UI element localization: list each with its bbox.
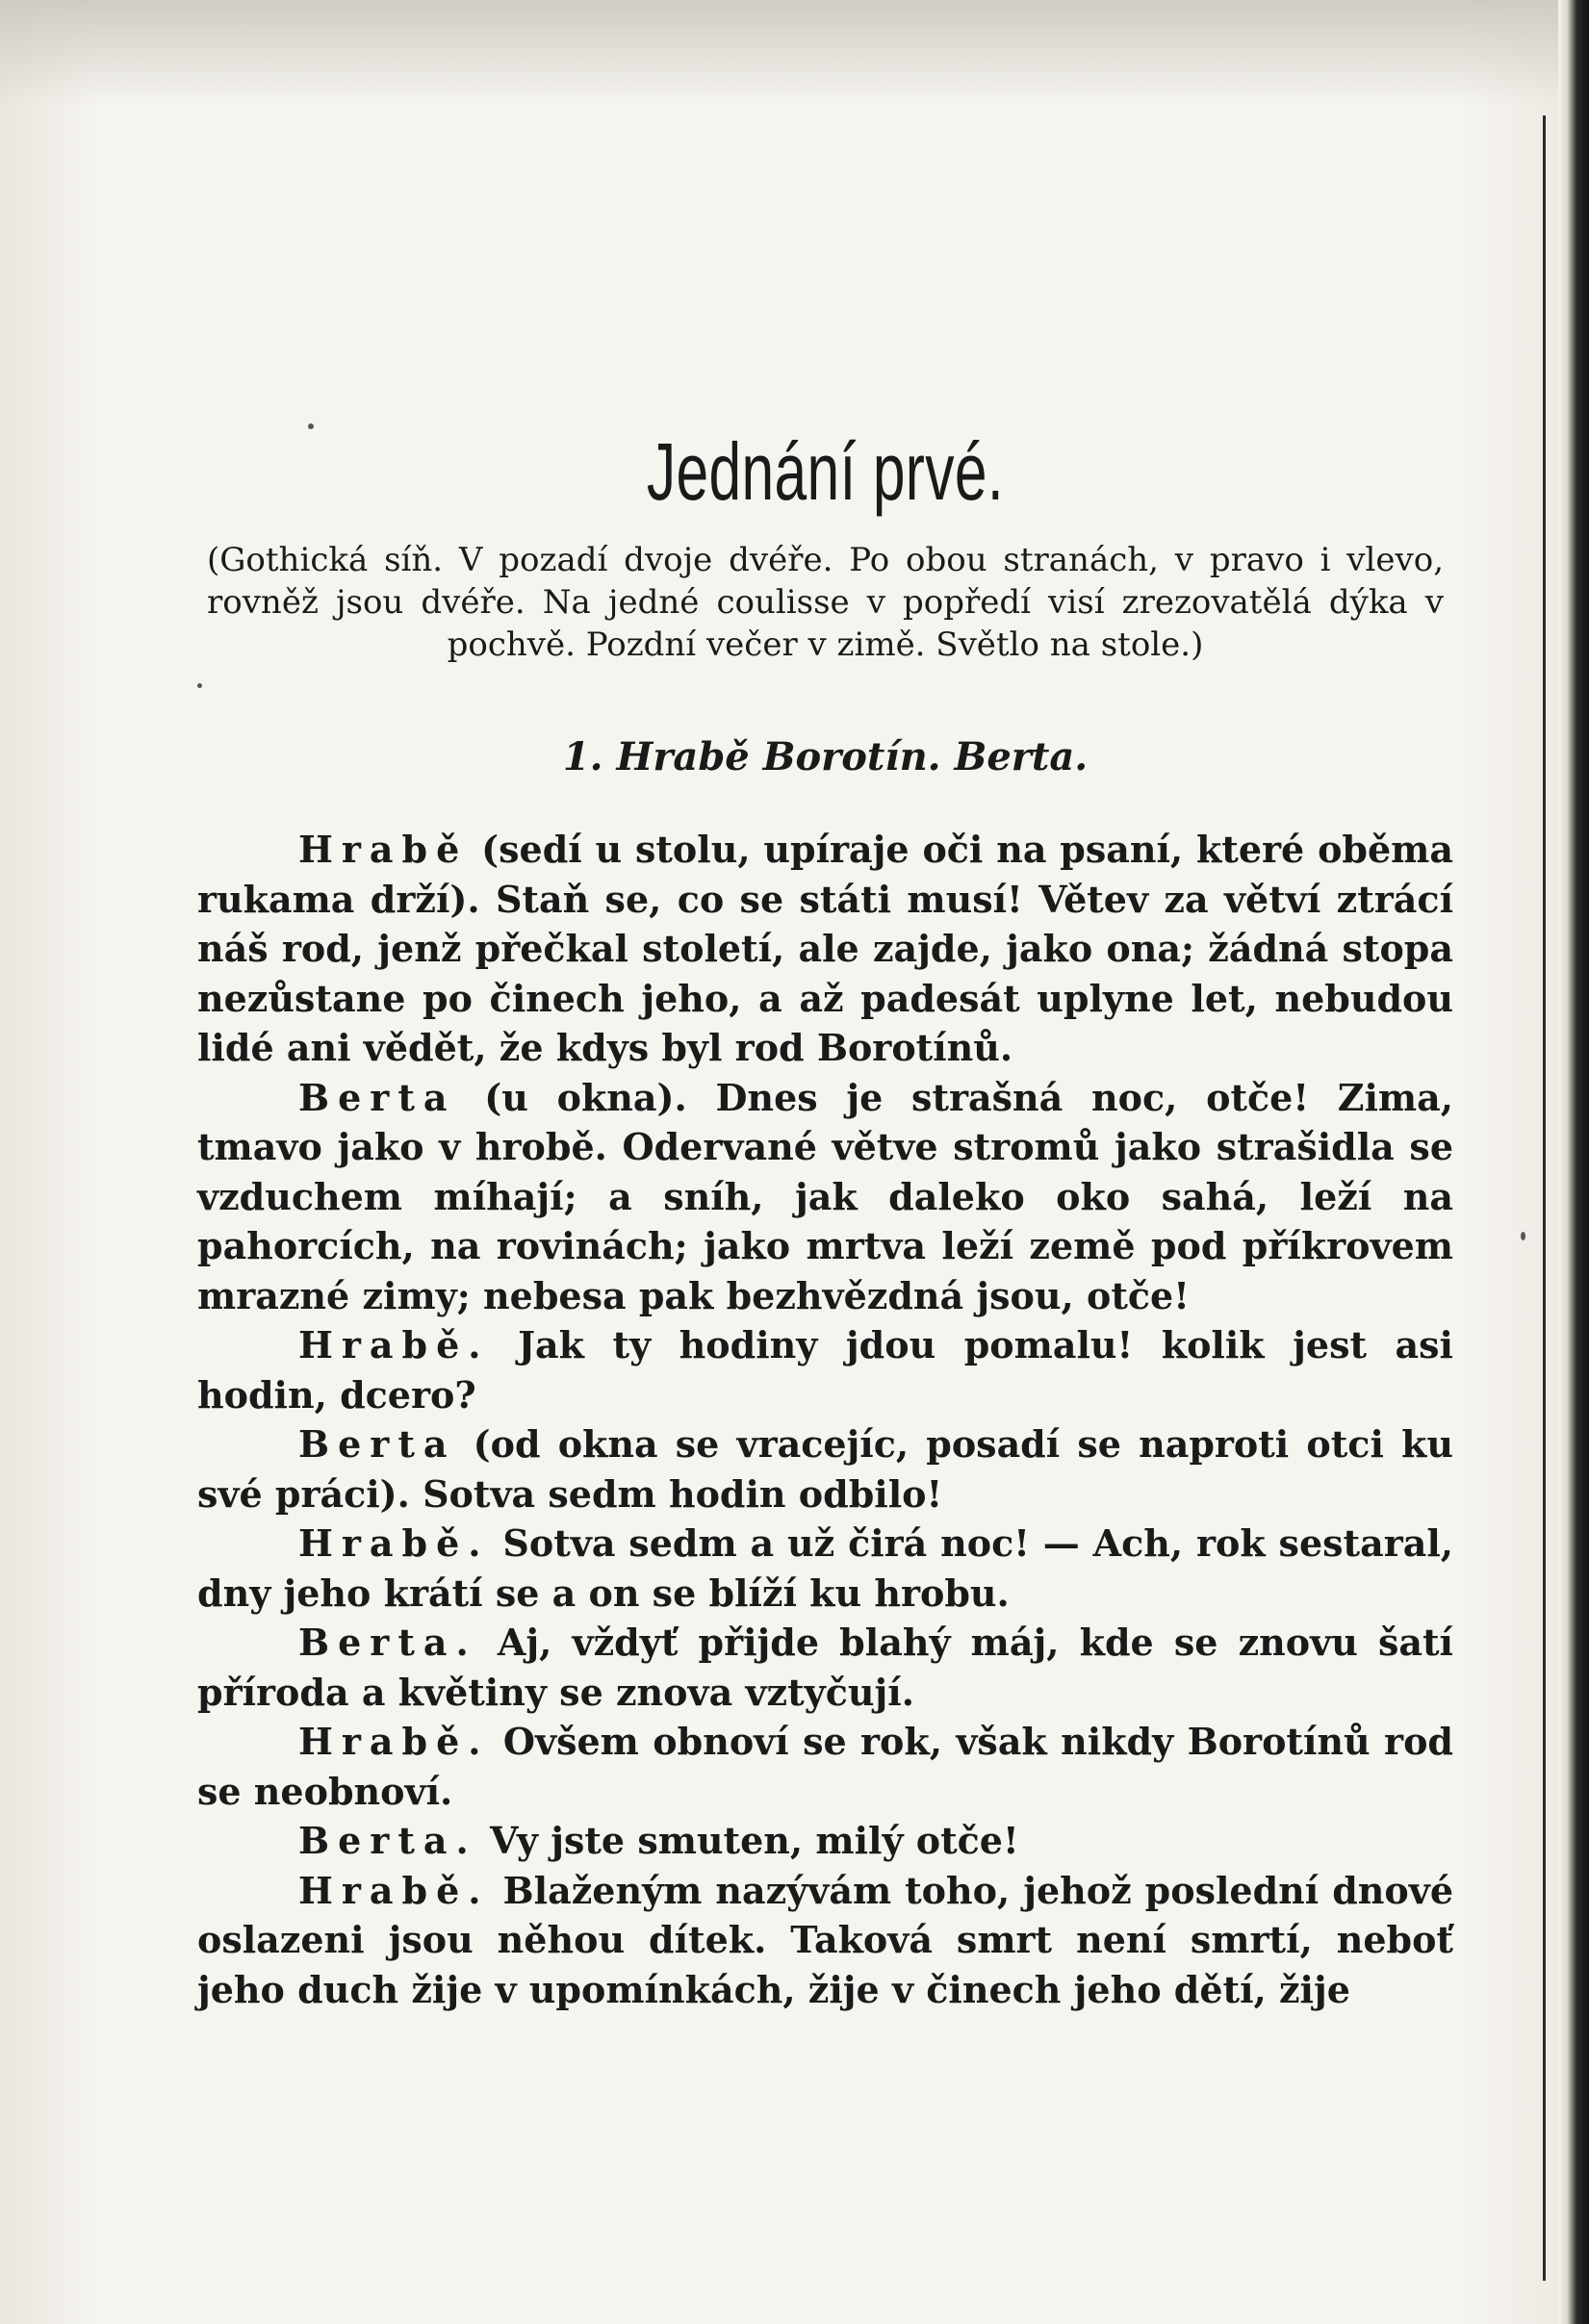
dialogue-text: (u okna). Dnes je strašná noc, otče! Zima, tmavo jako v hrobě. Odervané větve stromů jako strašidla se vzduchem míhají; a sníh, jak daleko oko sahá, leží na pahorcích, na rovinách; jako mrtva leží země pod příkrovem mrazné zimy; nebesa pak bezhvězdná jsou, otče! [197, 1075, 1453, 1317]
binding-line [1543, 115, 1546, 2281]
speaker-name: Hrabě. [298, 1720, 490, 1763]
dialogue-text: Sotva sedm a už čirá noc! — Ach, rok sestaral, dny jeho krátí se a on se blíží ku hrobu. [197, 1521, 1454, 1615]
dialogue-line [197, 1866, 1453, 2015]
page-content [197, 423, 1453, 2014]
dialogue-line [197, 1320, 1453, 1419]
dialogue-text: Ovšem obnoví se rok, však nikdy Borotínů rod se neobnoví. [197, 1720, 1453, 1813]
speaker-name: Berta. [298, 1621, 477, 1664]
scene-heading: 1. Hrabě Borotín. Berta. [562, 734, 1089, 779]
dialogue-text: (sedí u stolu, upíraje oči na psaní, které oběma rukama drží). Staň se, co se státi musí! Větev za větví ztrácí náš rod, jenž přečkal století, ale zajde, jako ona; žádná stopa nezůstane po činech jeho, a až padesát uplyne let, nebudou lidé ani vědět, že kdys byl rod Borotínů. [197, 828, 1453, 1069]
dialogue-line [197, 1073, 1453, 1321]
speaker-name: Hrabě. [298, 1521, 490, 1565]
speaker-name: Berta [298, 1075, 456, 1119]
speaker-name: Hrabě. [298, 1323, 490, 1366]
act-title: Jednání prvé. [646, 426, 1005, 517]
dialogue-text: Jak ty hodiny jdou pomalu! kolik jest asi hodin, dcero? [197, 1323, 1453, 1417]
dialogue-text: Blaženým nazývám toho, jehož poslední dnové oslazeni jsou něhou dítek. Taková smrt není smrtí, neboť jeho duch žije v upomínkách, žije v činech jeho dětí, žije [197, 1868, 1453, 2011]
dialogue-line [197, 1816, 1453, 1866]
dialogue-line [197, 1717, 1453, 1816]
dialogue-line [197, 1419, 1453, 1519]
speaker-name: Hrabě [298, 828, 469, 871]
top-shadow [0, 0, 1589, 106]
dialogue-list [197, 825, 1453, 2014]
dialogue-line [197, 1618, 1453, 1717]
speaker-name: Berta. [298, 1819, 477, 1862]
dialogue-line [197, 825, 1453, 1073]
dialogue-text: Vy jste smuten, milý otče! [489, 1819, 1019, 1862]
speaker-name: Hrabě. [298, 1868, 490, 1912]
dialogue-line [197, 1519, 1453, 1618]
stage-direction: (Gothická síň. V pozadí dvoje dvéře. Po obou stranách, v pravo i vlevo, rovněž jsou dvéře. Na jedné coulisse v popředí visí zrezovatělá dýka v pochvě. Pozdní večer v zimě. Světlo na stole.) [207, 541, 1444, 664]
ink-speck [1521, 1232, 1525, 1240]
binding-edge [1558, 0, 1589, 2324]
speaker-name: Berta [298, 1422, 456, 1466]
dialogue-text: Aj, vždyť přijde blahý máj, kde se znovu šatí příroda a květiny se znova vztyčují. [197, 1621, 1453, 1714]
dialogue-text: (od okna se vracejíc, posadí se naproti otci ku své práci). Sotva sedm hodin odbilo! [197, 1422, 1453, 1516]
